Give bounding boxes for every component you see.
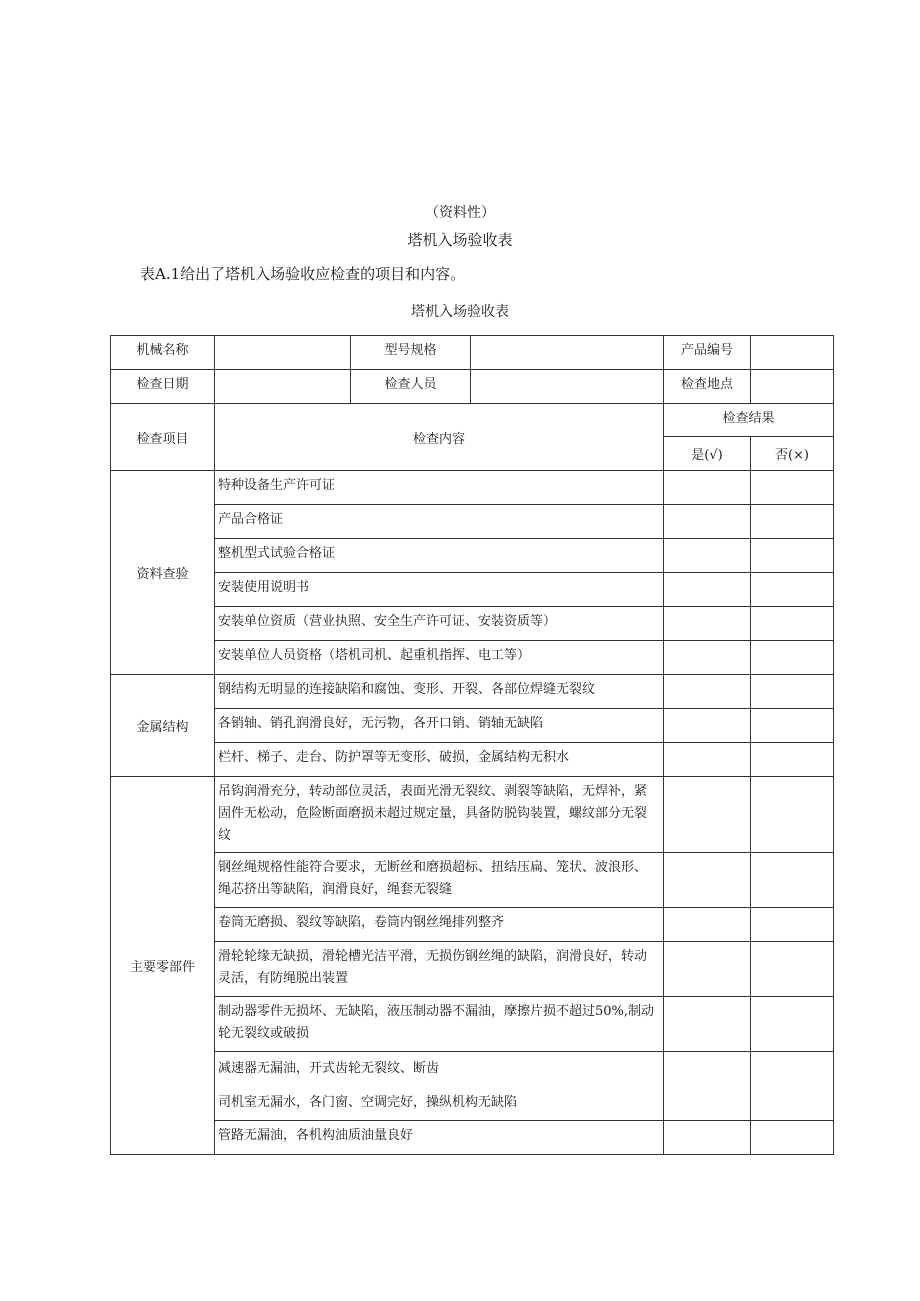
column-item: 检查项目: [111, 404, 215, 471]
check-item: 卷筒无磨损、裂纹等缺陷，卷筒内钢丝绳排列整齐: [215, 908, 664, 942]
product-no-label: 产品编号: [664, 336, 751, 370]
table-row: [111, 853, 834, 908]
table-row: [111, 471, 834, 505]
column-yes: 是(√): [664, 437, 751, 471]
no-cell[interactable]: [751, 942, 834, 997]
appendix-subtitle: （资料性）: [425, 205, 495, 221]
yes-cell[interactable]: [664, 908, 751, 942]
machine-name-label: 机械名称: [111, 336, 215, 370]
section-parts: 主要零部件: [111, 777, 215, 1155]
machine-name-field[interactable]: [215, 336, 351, 370]
section-metal: 金属结构: [111, 675, 215, 777]
check-item: 特种设备生产许可证: [215, 471, 664, 505]
column-result: 检查结果: [664, 404, 834, 437]
yes-cell[interactable]: [664, 743, 751, 777]
location-field[interactable]: [751, 370, 834, 404]
yes-cell[interactable]: [664, 675, 751, 709]
yes-cell[interactable]: [664, 573, 751, 607]
inspector-field[interactable]: [471, 370, 664, 404]
check-item: 安装单位资质（营业执照、安全生产许可证、安装资质等）: [215, 607, 664, 641]
table-row: [111, 539, 834, 573]
location-label: 检查地点: [664, 370, 751, 404]
column-header-row: [111, 404, 834, 437]
table-row: [111, 1121, 834, 1155]
check-item: 减速器无漏油，开式齿轮无裂纹、断齿: [218, 1061, 440, 1076]
check-item: 滑轮轮缘无缺损，滑轮槽光洁平滑，无损伤钢丝绳的缺陷，润滑良好，转动灵活，有防绳脱出装置: [215, 942, 664, 997]
no-cell[interactable]: [751, 743, 834, 777]
no-cell[interactable]: [751, 573, 834, 607]
yes-cell[interactable]: [664, 539, 751, 573]
check-item: 栏杆、梯子、走台、防护罩等无变形、破损，金属结构无积水: [215, 743, 664, 777]
yes-cell[interactable]: [664, 777, 751, 853]
no-cell[interactable]: [751, 1121, 834, 1155]
intro-text: 表A.1给出了塔机入场验收应检查的项目和内容。: [140, 265, 466, 283]
table-row: [111, 1052, 834, 1121]
no-cell[interactable]: [751, 777, 834, 853]
table-row: [111, 641, 834, 675]
table-row: [111, 675, 834, 709]
table-row: [111, 743, 834, 777]
column-content: 检查内容: [215, 404, 664, 471]
no-cell[interactable]: [751, 675, 834, 709]
model-label: 型号规格: [351, 336, 471, 370]
table-row: [111, 997, 834, 1052]
no-cell[interactable]: [751, 997, 834, 1052]
no-cell[interactable]: [751, 641, 834, 675]
yes-cell[interactable]: [664, 607, 751, 641]
check-item: 安装使用说明书: [215, 573, 664, 607]
info-row: [111, 336, 834, 370]
table-row: [111, 709, 834, 743]
table-row: [111, 607, 834, 641]
model-field[interactable]: [471, 336, 664, 370]
no-cell[interactable]: [751, 471, 834, 505]
check-item: 产品合格证: [215, 505, 664, 539]
table-row: [111, 777, 834, 853]
check-item: 整机型式试验合格证: [215, 539, 664, 573]
check-item: 管路无漏油，各机构油质油量良好: [215, 1121, 664, 1155]
no-cell[interactable]: [751, 505, 834, 539]
table-row: [111, 505, 834, 539]
check-date-label: 检查日期: [111, 370, 215, 404]
table-row: [111, 908, 834, 942]
acceptance-table: [110, 335, 834, 1155]
no-cell[interactable]: [751, 853, 834, 908]
yes-cell[interactable]: [664, 853, 751, 908]
table-row: [111, 573, 834, 607]
check-item: 安装单位人员资格（塔机司机、起重机指挥、电工等）: [215, 641, 664, 675]
no-cell[interactable]: [751, 908, 834, 942]
table-row: [111, 942, 834, 997]
section-documents: 资料查验: [111, 471, 215, 675]
yes-cell[interactable]: [664, 942, 751, 997]
check-item: 钢结构无明显的连接缺陷和腐蚀、变形、开裂、各部位焊缝无裂纹: [215, 675, 664, 709]
column-no: 否(×): [751, 437, 834, 471]
page-title: 塔机入场验收表: [407, 231, 513, 249]
no-cell[interactable]: [751, 539, 834, 573]
yes-cell[interactable]: [664, 1121, 751, 1155]
check-item: 各销轴、销孔润滑良好，无污物，各开口销、销轴无缺陷: [215, 709, 664, 743]
yes-cell[interactable]: [664, 1052, 751, 1121]
yes-cell[interactable]: [664, 505, 751, 539]
check-item-group: [215, 1052, 664, 1121]
inspector-label: 检查人员: [351, 370, 471, 404]
check-item: 吊钩润滑充分，转动部位灵活，表面光滑无裂纹、剥裂等缺陷，无焊补，紧固件无松动，危险断面磨损未超过规定量，具备防脱钩装置，螺纹部分无裂纹: [215, 777, 664, 853]
check-item: 司机室无漏水，各门窗、空调完好，操纵机构无缺陷: [218, 1095, 518, 1110]
yes-cell[interactable]: [664, 709, 751, 743]
product-no-field[interactable]: [751, 336, 834, 370]
yes-cell[interactable]: [664, 471, 751, 505]
check-date-field[interactable]: [215, 370, 351, 404]
table-title: 塔机入场验收表: [411, 304, 509, 320]
no-cell[interactable]: [751, 1052, 834, 1121]
yes-cell[interactable]: [664, 641, 751, 675]
check-item: 钢丝绳规格性能符合要求，无断丝和磨损超标、扭结压扁、笼状、波浪形、绳芯挤出等缺陷，润滑良好，绳套无裂缝: [215, 853, 664, 908]
info-row: [111, 370, 834, 404]
no-cell[interactable]: [751, 709, 834, 743]
check-item: 制动器零件无损坏、无缺陷，液压制动器不漏油，摩擦片损不超过50%,制动轮无裂纹或破损: [215, 997, 664, 1052]
yes-cell[interactable]: [664, 997, 751, 1052]
no-cell[interactable]: [751, 607, 834, 641]
